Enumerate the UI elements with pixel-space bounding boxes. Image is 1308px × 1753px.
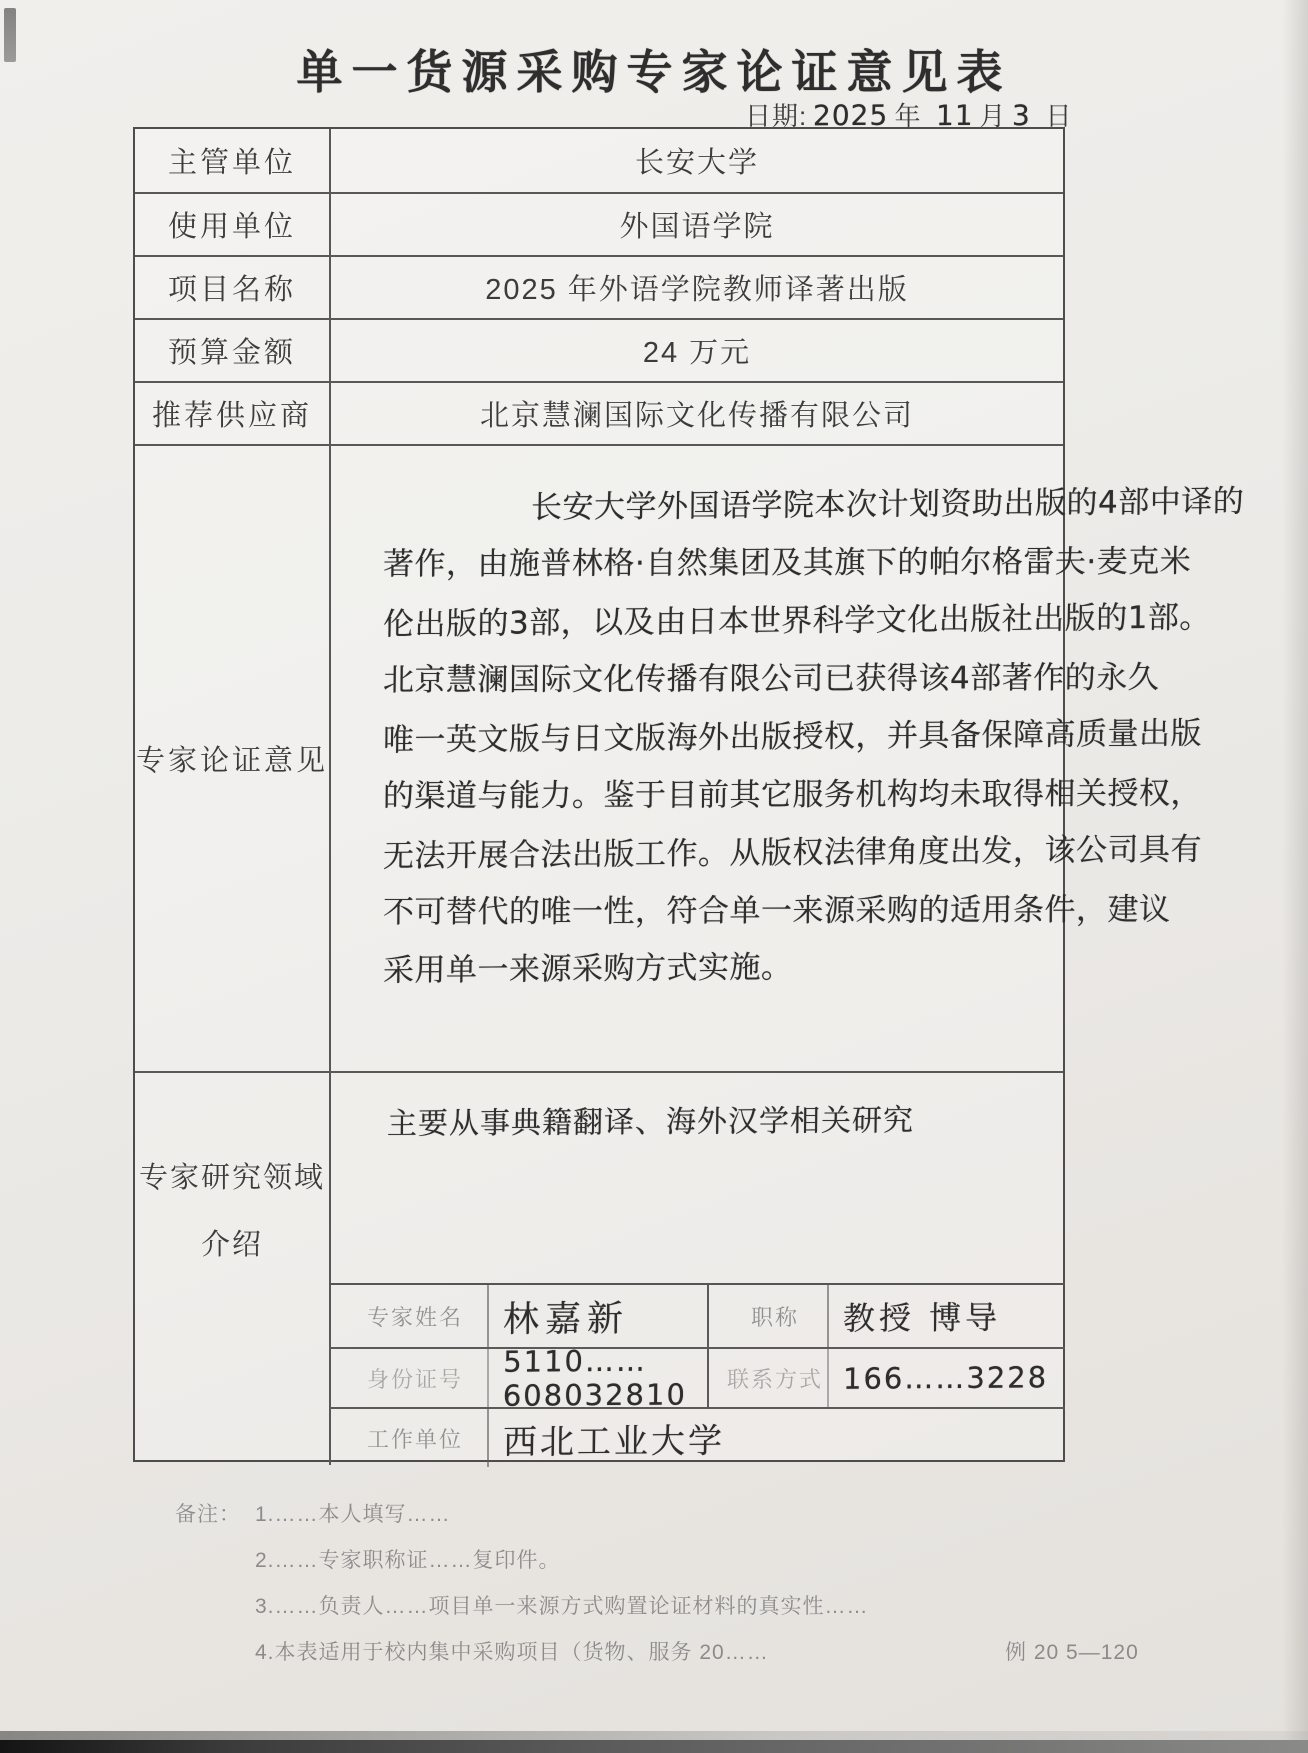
opinion-line-1: 长安大学外国语学院本次计划资助出版的4部中译的 <box>530 483 1245 526</box>
table-row-budget <box>135 318 1063 381</box>
research-field-label <box>135 1073 331 1465</box>
notes-body <box>255 1492 1265 1676</box>
opinion-line-2: 著作，由施普林格·自然集团及其旗下的帕尔格雷夫·麦克米 <box>382 543 1192 583</box>
expert-info-table <box>329 1283 1065 1467</box>
scan-artifact-bottom-edge <box>0 1740 1308 1753</box>
expert-workplace-handwritten: 西北工业大学 <box>502 1420 726 1463</box>
note-item-2: 2.……专家职称证……复印件。 <box>255 1549 561 1572</box>
research-summary-handwritten: 主要从事典籍翻译、海外汉学相关研究 <box>386 1103 915 1142</box>
date-day-suffix: 日 <box>1045 101 1073 131</box>
note-item-4: 4.本表适用于校内集中采购项目（货物、服务 20…… <box>255 1641 769 1664</box>
row-label: 项目名称 <box>135 257 331 318</box>
opinion-line-8: 不可替代的唯一性，符合单一来源采购的适用条件，建议 <box>382 891 1171 931</box>
research-label-line1: 专家研究领域 <box>138 1162 325 1194</box>
opinion-line-4: 北京慧澜国际文化传播有限公司已获得该4部著作的永久 <box>382 659 1160 699</box>
scan-artifact-bottom-soft <box>0 1731 1308 1740</box>
note-item-1: 1.……本人填写…… <box>255 1503 451 1526</box>
expert-workplace-label: 工作单位 <box>329 1409 489 1467</box>
date-year-suffix: 年 <box>894 101 922 131</box>
expert-row-workplace <box>329 1407 1065 1467</box>
opinion-label: 专家论证意见 <box>135 446 331 1071</box>
expert-row-id-contact <box>329 1343 1065 1413</box>
row-value: 北京慧澜国际文化传播有限公司 <box>479 400 914 432</box>
row-value: 外国语学院 <box>619 211 775 243</box>
row-label: 主管单位 <box>135 129 331 192</box>
row-label: 使用单位 <box>135 194 331 255</box>
opinion-line-3: 伦出版的3部，以及由日本世界科学文化出版社出版的1部。 <box>382 599 1212 643</box>
date-label: 日期: <box>745 101 808 131</box>
note-item-3: 3.……负责人……项目单一来源方式购置论证材料的真实性…… <box>255 1595 869 1618</box>
date-month-handwritten: 11 <box>935 98 974 133</box>
opinion-handwritten-text <box>331 446 1262 1071</box>
table-row-using-unit <box>135 192 1063 255</box>
table-row-expert-opinion <box>135 444 1245 1071</box>
expert-id-label: 身份证号 <box>329 1349 489 1407</box>
row-value: 长安大学 <box>634 147 759 179</box>
scan-artifact-corner <box>4 8 16 62</box>
opinion-line-5: 唯一英文版与日文版海外出版授权，并具备保障高质量出版 <box>382 715 1203 759</box>
date-day-handwritten: 3 <box>1012 98 1032 133</box>
opinion-line-9: 采用单一来源采购方式实施。 <box>382 949 793 989</box>
expert-contact-handwritten: 166……3228 <box>842 1360 1049 1396</box>
table-row-supervising-unit <box>135 129 1063 192</box>
row-value: 2025 年外语学院教师译著出版 <box>485 274 909 306</box>
date-month-suffix: 月 <box>979 101 1007 131</box>
page-title: 单一货源采购专家论证意见表 <box>296 46 1012 98</box>
expert-name-handwritten: 林嘉新 <box>502 1298 630 1340</box>
form-table <box>133 127 1245 1463</box>
opinion-line-6: 的渠道与能力。鉴于目前其它服务机构均未取得相关授权， <box>382 775 1203 815</box>
opinion-line-7: 无法开展合法出版工作。从版权法律角度出发，该公司具有 <box>382 831 1203 875</box>
research-label-line2: 介绍 <box>200 1229 263 1261</box>
table-row-research-field <box>135 1071 1063 1465</box>
research-field-content <box>331 1073 1063 1465</box>
table-row-project-name <box>135 255 1063 318</box>
row-value: 24 万元 <box>642 337 752 369</box>
expert-name-label: 专家姓名 <box>329 1285 489 1347</box>
notes-section <box>175 1492 1265 1676</box>
table-row-recommended-supplier <box>135 381 1063 444</box>
expert-row-name-title <box>329 1285 1065 1347</box>
expert-title-handwritten: 教授 博导 <box>842 1298 1002 1338</box>
note-fragment-right: 例 20 5—120 <box>1005 1641 1139 1664</box>
scan-artifact-right-shadow <box>1282 0 1308 1753</box>
expert-title-label: 职称 <box>709 1285 829 1347</box>
row-label: 推荐供应商 <box>135 383 331 444</box>
notes-label: 备注： <box>175 1503 241 1526</box>
date-year-handwritten: 2025 <box>813 98 889 133</box>
expert-contact-label: 联系方式 <box>709 1349 829 1407</box>
row-label: 预算金额 <box>135 320 331 381</box>
expert-id-handwritten: 5110……608032810 <box>502 1343 688 1413</box>
